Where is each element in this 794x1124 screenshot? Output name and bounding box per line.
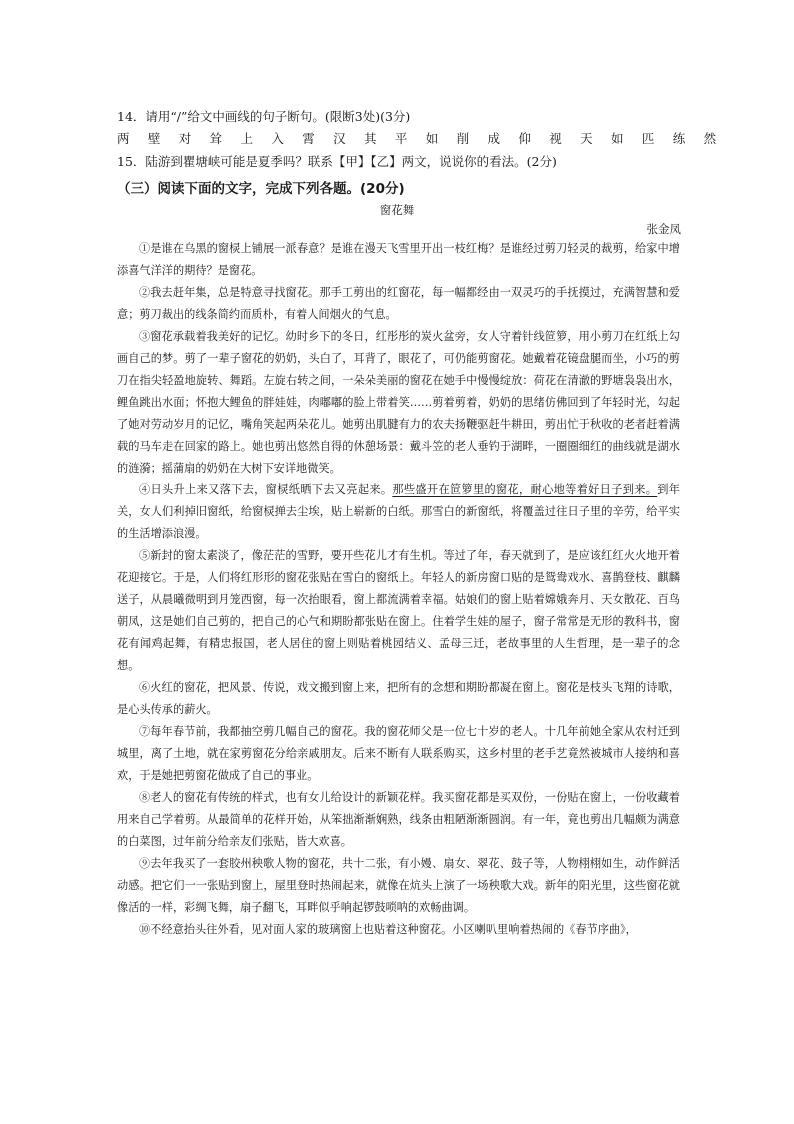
paragraph-7: ⑦每年春节前，我都抽空剪几幅自己的窗花。我的窗花师父是一位七十岁的老人。十几年前她全家从农村迁到城里，离了土地，就在家剪窗花分给亲戚朋友。后来不断有人联系购买，这乡村里的老手艺竟然被城市人接纳和喜欢，于是她把剪窗花做成了自己的事业。 — [117, 724, 680, 782]
article-author: 张金凤 — [646, 222, 681, 236]
question-15: 15．陆游到瞿塘峡可能是夏季吗？联系【甲】【乙】两文，说说你的看法。(2分) — [117, 154, 557, 169]
paragraph-4-rest: 到年关，女人们利掉旧窗纸，给窗棂掸去尘埃，贴上崭新的白纸。那雪白的新窗纸，将覆盖过往日子里的辛劳，给平实的生活增添浪漫。 — [117, 483, 680, 541]
paragraph-1: ①是谁在乌黑的窗棂上铺展一派春意？是谁在漫天飞雪里开出一枝红梅？是谁经过剪刀轻灵的裁剪，给家中增添喜气洋洋的期待？是窗花。 — [117, 242, 680, 277]
paragraph-5: ⑤新封的窗太素淡了，像茫茫的雪野，要开些花儿才有生机。等过了年，春天就到了，是应该红红火火地开着花迎接它。于是，人们将红形形的窗花张贴在雪白的窗纸上。年轻人的新房窗口贴的是鸳鸯戏水、喜鹊登枝、麒麟送子，从晨曦微明到月笼西窗，每一次抬眼看，窗上都流满着幸福。姑娘们的窗上贴着嫦娥奔月、天女散花、百鸟朝凤，这是她们自己剪的，把自己的心气和期盼都张贴在窗上。住着学生娃的屋子，窗子常常是无形的教科书，窗花有闻鸡起舞，有精忠报国，老人居住的窗上则贴着桃园结义、孟母三迁，老故事里的人生哲理，是一辈子的念想。 — [117, 549, 680, 673]
article-body — [117, 238, 680, 941]
paragraph-9: ⑨去年我买了一套胶州秧歌人物的窗花，共十二张，有小嫚、扇女、翠花、鼓子等，人物栩栩如生，动作鲜活动感。把它们一一张贴到窗上，屋里登时热闹起来，就像在炕头上演了一场秧歌大戏。新年的阳光里，这些窗花就像活的一样，彩绸飞舞，扇子翻飞，耳畔似乎响起锣鼓唢呐的欢畅曲调。 — [117, 856, 680, 914]
paragraph-6: ⑥火红的窗花，把风景、传说，戏文搬到窗上来，把所有的念想和期盼都凝在窗上。窗花是枝头飞翔的诗歌，是心头传承的薪火。 — [117, 681, 680, 717]
paragraph-8: ⑧老人的窗花有传统的样式，也有女儿给设计的新颖花样。我买窗花都是买双份，一份贴在窗上，一份收藏着用来自己学着剪。从最简单的花样开始，从笨拙渐渐娴熟，线条由粗陋渐渐圆润。有一年，竟也剪出几幅颇为满意的白菜图，过年前分给亲友们张贴，皆大欢喜。 — [117, 790, 680, 848]
paragraph-3: ③窗花承载着我美好的记忆。幼时乡下的冬日，红彤彤的炭火盆旁，女人守着针线笸箩，用小剪刀在红纸上勾画自己的梦。剪了一辈子窗花的奶奶，头白了，耳背了，眼花了，可仍能剪窗花。她戴着花镜盘腿而坐，小巧的剪刀在指尖轻盈地旋转、舞蹈。左旋右转之间，一朵朵美丽的窗花在她手中慢慢绽放：荷花在清澈的野塘袅袅出水，鲤鱼跳出水面；怀抱大鲤鱼的胖娃娃，肉嘟嘟的脸上带着笑……剪着剪着，奶奶的思绪仿佛回到了年轻时光，勾起了她对劳动岁月的记忆，嘴角笑起两朵花儿。她剪出肌腱有力的农夫扬鞭驱赶牛耕田，剪出忙于秋收的老者赶着满载的马车走在回家的路上。她也剪出悠然自得的休憩场景：戴斗笠的老人垂钓于湖畔，一圈圈细红的曲线就是湖水的涟漪；摇蒲扇的奶奶在大树下安详地微笑。 — [117, 329, 680, 475]
paragraph-2: ②我去赶年集，总是特意寻找窗花。那手工剪出的红窗花，每一幅都经由一双灵巧的手抚摸过，充满智慧和爱意；剪刀裁出的线条简约而质朴，有着人间烟火的气息。 — [117, 285, 680, 321]
paragraph-4-lead: ④日头升上来又落下去，窗棂纸晒下去又亮起来。 — [139, 483, 393, 497]
question-14-sentence: 两 壁 对 耸 上 入 霄 汉 其 平 如 削 成 仰 视 天 如 匹 练 然 — [117, 131, 724, 146]
section-heading: （三）阅读下面的文字，完成下列各题。(20分) — [117, 181, 405, 197]
paragraph-10: ⑩不经意抬头往外看，见对面人家的玻璃窗上也贴着这种窗花。小区喇叭里响着热闹的《春节序曲》， — [139, 922, 637, 936]
underlined-sentence: 那些盛开在笸箩里的窗花，耐心地等着好日子到来。 — [392, 483, 658, 497]
paragraph-4 — [117, 479, 680, 545]
question-14: 14．请用“/”给文中画线的句子断句。(限断3处)(3分) — [117, 109, 411, 124]
article-title: 窗花舞 — [379, 203, 415, 217]
